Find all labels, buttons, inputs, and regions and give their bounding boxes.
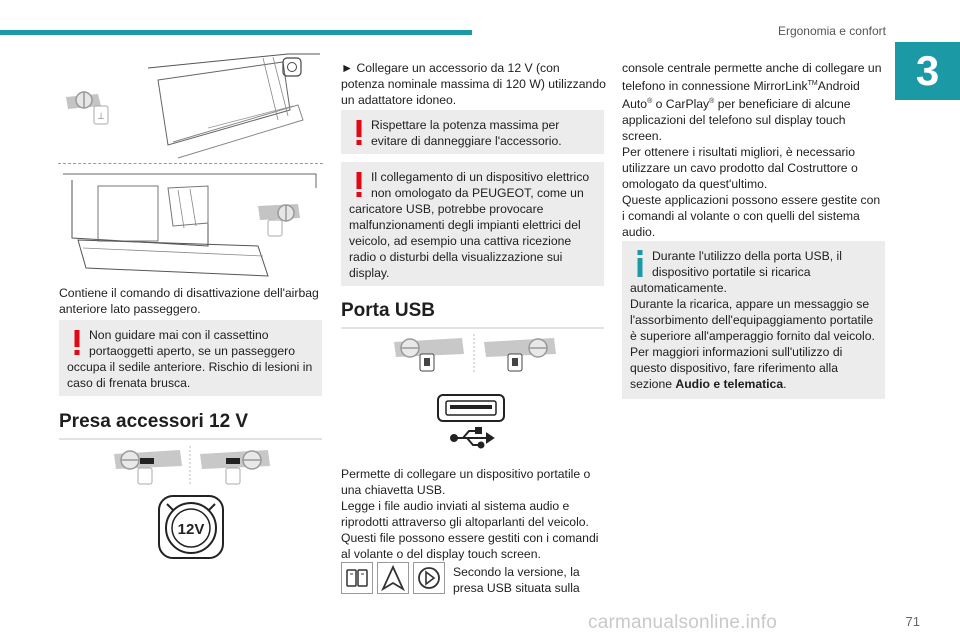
- warning-text-line: display.: [349, 266, 390, 280]
- warning-exclamation-icon: [352, 118, 366, 148]
- warning-text-line: evitare di danneggiare l'accessorio.: [371, 134, 562, 148]
- col3-text-line: applicazioni del telefono sul display touch: [622, 113, 846, 128]
- col3-text-fragment: Auto: [622, 97, 648, 112]
- heading-divider: [59, 438, 322, 440]
- info-text-line: questo dispositivo, fare riferimento alla: [630, 361, 838, 375]
- carplay-icon: [413, 562, 445, 594]
- phone-projection-icons: [341, 562, 445, 594]
- info-text-line: l'assorbimento dell'equipaggiamento portatile: [630, 313, 874, 327]
- info-text-line: Durante l'utilizzo della porta USB, il: [652, 249, 842, 263]
- warning-text-line: non omologato da PEUGEOT, come un: [371, 186, 584, 200]
- warning-text-line: caso di frenata brusca.: [67, 376, 191, 390]
- warning-exclamation-icon: [352, 170, 366, 200]
- version-text-line: presa USB situata sulla: [453, 581, 580, 595]
- version-text: [453, 564, 580, 596]
- instruction-line: potenza nominale massima di 120 W) utilizzando: [341, 77, 606, 91]
- usb-text-line: al volante o del display touch screen.: [341, 547, 541, 561]
- audio-telematics-reference: Audio e telematica: [675, 377, 784, 391]
- col3-text-line: screen.: [622, 129, 662, 144]
- socket-label: 12V: [177, 521, 205, 538]
- info-icon: [633, 249, 647, 279]
- warning-text-line: caricatore USB, potrebbe provocare: [349, 202, 544, 216]
- illustration-divider: [58, 163, 323, 164]
- airbag-text-line: anteriore lato passeggero.: [59, 302, 201, 316]
- col3-text-fragment: Android: [817, 79, 860, 94]
- col3-text-line: audio.: [622, 225, 656, 240]
- info-text-fragment: sezione: [630, 377, 676, 391]
- airbag-text-line: Contiene il comando di disattivazione dell'airbag: [59, 286, 319, 300]
- usb-text-line: riprodotti attraverso gli altoparlanti del veicolo.: [341, 515, 589, 529]
- heading-divider: [341, 327, 604, 329]
- info-text-line: automaticamente.: [630, 281, 727, 295]
- warning-text-line: veicolo, ad esempio una cattiva ricezione: [349, 234, 572, 248]
- registered-mark: ®: [709, 98, 715, 106]
- col3-text-line: omologato da quest'ultimo.: [622, 177, 768, 192]
- bullet-arrow-icon: ►: [341, 61, 354, 75]
- glovebox-warning-box: [59, 320, 322, 396]
- connect-accessory-instruction: [341, 60, 611, 108]
- info-text-line: Durante la ricarica, appare un messaggio se: [630, 297, 870, 311]
- page-number: 71: [905, 614, 920, 629]
- info-text-line: è superiore all'amperaggio fornito dal veicolo.: [630, 329, 875, 343]
- col3-text-line: Queste applicazioni possono essere gestite con: [622, 193, 881, 208]
- usb-text-line: Legge i file audio inviati al sistema audio e: [341, 499, 570, 513]
- registered-mark: ®: [647, 98, 653, 106]
- usb-location-icons: [392, 332, 560, 374]
- 12v-location-icons: [112, 444, 272, 486]
- usb-info-box: [622, 241, 885, 399]
- smartphone-apps-text: [622, 60, 892, 240]
- power-warning-box: [341, 110, 604, 154]
- info-text-line: dispositivo portatile si ricarica: [652, 265, 811, 279]
- info-text-line: Per maggiori informazioni sull'utilizzo di: [630, 345, 843, 359]
- chapter-number-tab: 3: [895, 42, 960, 100]
- warning-text-line: portaoggetti aperto, se un passeggero: [89, 344, 295, 358]
- glovebox-illustration-top: [58, 50, 323, 162]
- col3-text-fragment: o CarPlay: [652, 97, 710, 112]
- col3-text-line: console centrale permette anche di collegare un: [622, 61, 882, 75]
- warning-exclamation-icon: [70, 328, 84, 358]
- trademark-mark: TM: [807, 80, 818, 87]
- col3-text-line: i comandi al volante o con quelli del sistema: [622, 209, 860, 224]
- usb-text-line: Permette di collegare un dispositivo portatile o: [341, 467, 591, 481]
- usb-text-line: una chiavetta USB.: [341, 483, 446, 497]
- warning-text-line: Il collegamento di un dispositivo elettrico: [371, 170, 590, 184]
- instruction-line: un adattatore idoneo.: [341, 93, 457, 107]
- col3-text-fragment: telefono in connessione MirrorLink: [622, 79, 808, 94]
- section-title: Ergonomia e confort: [777, 24, 886, 38]
- heading-12v-socket: Presa accessori 12 V: [59, 411, 249, 432]
- version-text-line: Secondo la versione, la: [453, 565, 580, 579]
- android-auto-icon: [377, 562, 409, 594]
- header-accent-bar: [0, 30, 472, 35]
- warning-text-line: Rispettare la potenza massima per: [371, 118, 560, 132]
- warning-text-line: malfunzionamenti degli impianti elettrici del: [349, 218, 581, 232]
- usb-port-icon: [437, 394, 505, 454]
- mirrorlink-icon: [341, 562, 373, 594]
- warning-text-line: radio o disturbi della visualizzazione sui: [349, 250, 563, 264]
- airbag-switch-text: [59, 285, 324, 317]
- instruction-line: Collegare un accessorio da 12 V (con: [356, 61, 560, 75]
- col3-text-line: utilizzare un cavo prodotto dal Costruttore o: [622, 161, 858, 176]
- col3-text-line: Per ottenere i risultati migliori, è necessario: [622, 145, 856, 160]
- usb-description-text: [341, 466, 611, 562]
- 12v-socket-icon: [155, 494, 227, 560]
- col3-text-fragment: per beneficiare di alcune: [714, 97, 851, 112]
- warning-text-line: occupa il sedile anteriore. Rischio di lesioni in: [67, 360, 313, 374]
- info-text-fragment: .: [783, 377, 787, 391]
- glovebox-illustration-open: [58, 168, 323, 280]
- svg-text:⊥: ⊥: [97, 111, 105, 121]
- watermark: carmanualsonline.info: [588, 612, 778, 633]
- usb-symbol-icon: [451, 428, 493, 448]
- usb-text-line: Questi file possono essere gestiti con i comandi: [341, 531, 599, 545]
- warning-text-line: Non guidare mai con il cassettino: [89, 328, 269, 342]
- device-compatibility-warning-box: [341, 162, 604, 286]
- heading-usb-port: Porta USB: [341, 300, 435, 321]
